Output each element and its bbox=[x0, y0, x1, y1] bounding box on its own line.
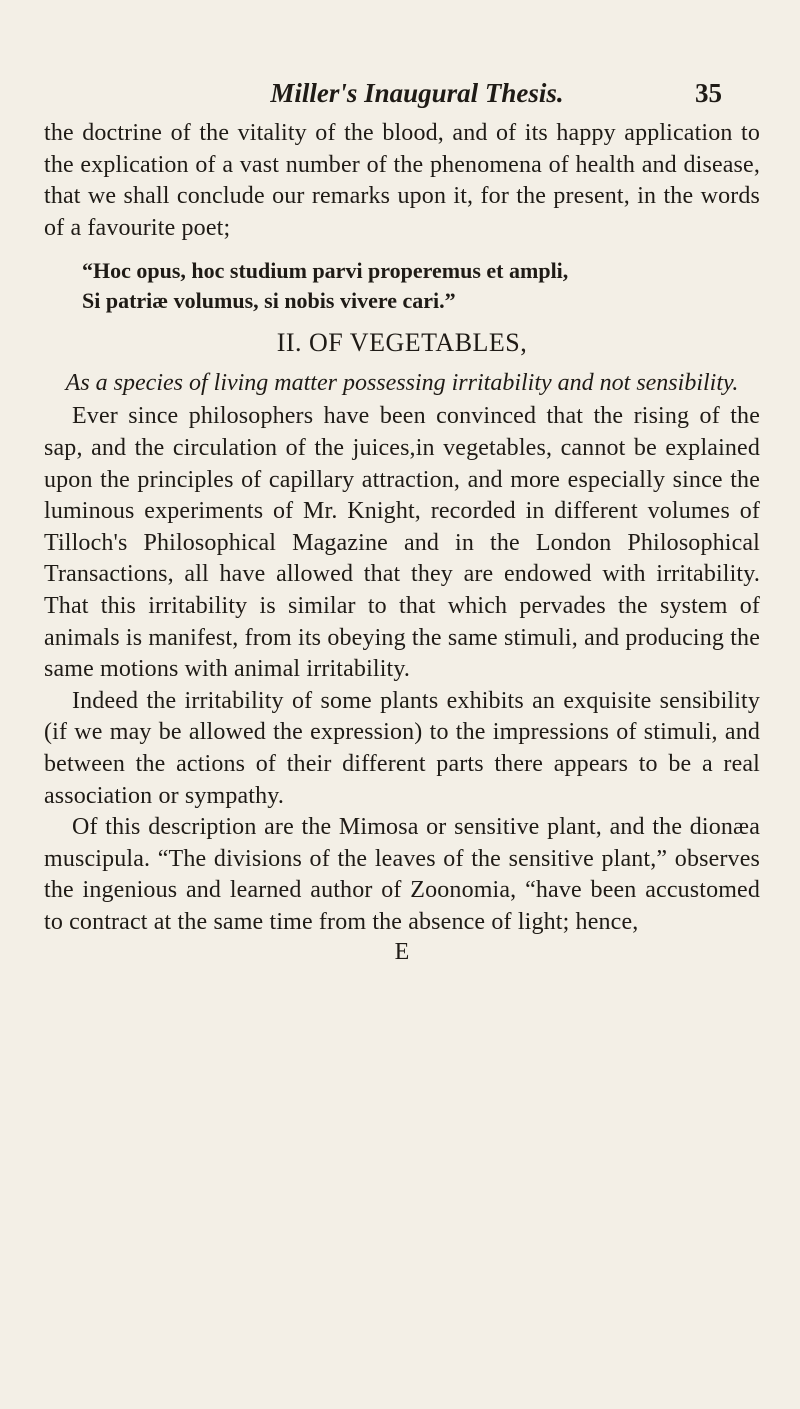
running-head bbox=[44, 78, 760, 118]
section-subheading: As a species of living matter possessing irritability and not sensibility. bbox=[65, 370, 739, 397]
latin-verse bbox=[82, 256, 760, 316]
verse-line-2: Si patriæ volumus, si nobis vivere cari.” bbox=[82, 288, 456, 314]
section-heading: II. OF VEGETABLES, bbox=[276, 328, 528, 358]
paragraph-sensibility: Indeed the irritability of some plants exhibits an exquisite sensibility (if we may be allowed the expression) to the impressions of stimuli, and between the actions of their different parts there appears to be a real association or sympathy. bbox=[44, 687, 760, 809]
running-title: Miller's Inaugural Thesis. bbox=[270, 78, 564, 108]
page-number: 35 bbox=[695, 78, 722, 108]
signature-mark: E bbox=[394, 939, 410, 966]
paragraph-continued: the doctrine of the vitality of the blood, and of its happy application to the explication of a vast number of the phenomena of health and disease, that we shall conclude our remarks upon it, for the present, in the words of a favourite poet; bbox=[44, 120, 760, 241]
paragraph-sap: Ever since philosophers have been convinced that the rising of the sap, and the circulation of the juices,in vegetables, cannot be explained upon the principles of capillary attraction, and more especially since the luminous experiments of Mr. Knight, recorded in different volumes of Tilloch's Philosophical Magazine and in the London Philosophical Transactions, all have allowed that they are endowed with irritability. That this irritability is similar to that which pervades the system of animals is manifest, from its obeying the same stimuli, and producing the same motions with animal irritability. bbox=[44, 403, 760, 683]
verse-line-1: “Hoc opus, hoc studium parvi properemus et ampli, bbox=[82, 258, 569, 284]
paragraph-mimosa: Of this description are the Mimosa or sensitive plant, and the dionæa muscipula. “The divisions of the leaves of the sensitive plant,” observes the ingenious and learned author of Zoonomia, “have been accustomed to contract at the same time from the absence of light; hence, bbox=[44, 814, 760, 935]
